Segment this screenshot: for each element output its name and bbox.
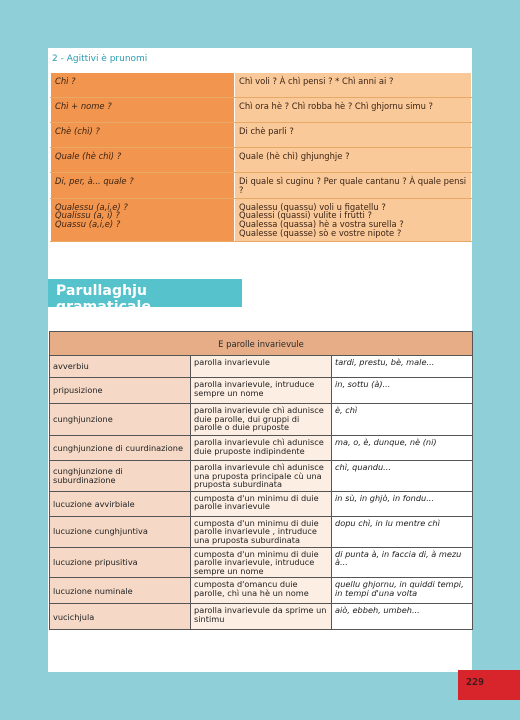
table-row bbox=[50, 516, 473, 547]
question-cell: Chì ? bbox=[51, 73, 235, 98]
definition-cell: parolla invarievule, intruduce sempre un nome bbox=[191, 378, 332, 404]
table-header-row bbox=[50, 332, 473, 356]
term-cell: lucuzione pripusitiva bbox=[50, 547, 191, 578]
example-cell: chì, quandu... bbox=[332, 461, 473, 492]
table-row bbox=[51, 173, 472, 199]
definition-cell: parolla invarievule chì adunisce una pruposta principale cù una pruposta suburdinata bbox=[191, 461, 332, 492]
page-number: 229 bbox=[466, 677, 485, 688]
question-line: Qualissu (a, i) ? bbox=[55, 210, 120, 221]
table-row bbox=[50, 461, 473, 492]
table-row bbox=[51, 198, 472, 241]
answer-line: Qualessi (quassi) vulite i frutti ? bbox=[239, 210, 372, 221]
table-row bbox=[51, 123, 472, 148]
term-cell: lucuzione cunghjuntiva bbox=[50, 516, 191, 547]
table-row bbox=[50, 578, 473, 604]
answer-cell: Chì ora hè ? Chì robba hè ? Chì ghjornu simu ? bbox=[235, 98, 472, 123]
definition-cell: cumposta d'un minimu di duie parolle invarievule, intruduce sempre un nome bbox=[191, 547, 332, 578]
answer-cell: Di quale sì cuginu ? Per quale cantanu ? À quale pensi ? bbox=[235, 173, 472, 199]
question-cell: Chì + nome ? bbox=[51, 98, 235, 123]
question-cell: Di, per, à... quale ? bbox=[51, 173, 235, 199]
definition-cell: cumposta d'un minimu di duie parolle invarievule , intruduce una pruposta suburdinata bbox=[191, 516, 332, 547]
section-banner bbox=[48, 279, 242, 315]
table-row bbox=[50, 378, 473, 404]
term-cell: pripusizione bbox=[50, 378, 191, 404]
grammar-table bbox=[49, 331, 473, 630]
question-cell: Quale (hè chì) ? bbox=[51, 148, 235, 173]
interrogatives-table bbox=[50, 72, 472, 242]
section-title: 2 - Agittivi è prunomi bbox=[52, 54, 148, 64]
table-row bbox=[50, 356, 473, 378]
question-line: Qualessu (a,i,e) ? bbox=[55, 201, 128, 212]
page-number-box bbox=[458, 670, 520, 700]
answer-cell: Quale (hè chì) ghjunghje ? bbox=[235, 148, 472, 173]
example-cell: ma, o, è, dunque, nè (ni) bbox=[332, 436, 473, 461]
example-cell: in sù, in ghjò, in fondu... bbox=[332, 491, 473, 516]
answer-cell: Di chè parli ? bbox=[235, 123, 472, 148]
definition-cell: parolla invarievule da sprime un sintimu bbox=[191, 604, 332, 630]
definition-cell: parolla invarievule bbox=[191, 356, 332, 378]
example-cell: aiò, ebbeh, umbeh... bbox=[332, 604, 473, 630]
table-row bbox=[50, 604, 473, 630]
table-header: E parolle invarievule bbox=[50, 332, 473, 356]
term-cell: lucuzione avvirbiale bbox=[50, 491, 191, 516]
banner-title: Parullaghju gramaticale bbox=[56, 283, 152, 315]
example-cell: tardi, prestu, bè, male... bbox=[332, 356, 473, 378]
term-cell: cunghjunzione di cuurdinazione bbox=[50, 436, 191, 461]
question-line: Quassu (a,i,e) ? bbox=[55, 219, 121, 230]
definition-cell: cumposta d'omancu duie parolle, chì una hè un nome bbox=[191, 578, 332, 604]
example-cell: è, chì bbox=[332, 404, 473, 436]
table-row bbox=[50, 547, 473, 578]
term-cell: cunghjunzione di suburdinazione bbox=[50, 461, 191, 492]
answer-cell bbox=[235, 198, 472, 241]
term-cell: vucichjula bbox=[50, 604, 191, 630]
table-row bbox=[51, 98, 472, 123]
example-cell: di punta à, in faccia di, à mezu à... bbox=[332, 547, 473, 578]
definition-cell: parolla invarievule chì adunisce duie pruposte indipindente bbox=[191, 436, 332, 461]
table-row bbox=[51, 148, 472, 173]
table-row bbox=[51, 73, 472, 98]
answer-line: Qualessu (quassu) voli u figatellu ? bbox=[239, 201, 386, 212]
table-row bbox=[50, 491, 473, 516]
term-cell: lucuzione numinale bbox=[50, 578, 191, 604]
question-cell: Chè (chì) ? bbox=[51, 123, 235, 148]
definition-cell: cumposta d'un minimu di duie parolle invarievule bbox=[191, 491, 332, 516]
definition-cell: parolla invarievule chì adunisce duie parolle, dui gruppi di parolle o duie pruposte bbox=[191, 404, 332, 436]
example-cell: quellu ghjornu, in quiddi tempi, in tempi d'una volta bbox=[332, 578, 473, 604]
table-row bbox=[50, 404, 473, 436]
answer-line: Qualesse (quasse) sò e vostre nipote ? bbox=[239, 228, 402, 239]
answer-line: Qualessa (quassa) hè a vostra surella ? bbox=[239, 219, 404, 230]
example-cell: dopu chì, in lu mentre chì bbox=[332, 516, 473, 547]
term-cell: avverbiu bbox=[50, 356, 191, 378]
answer-cell: Chì voli ? À chì pensi ? * Chì anni ai ? bbox=[235, 73, 472, 98]
example-cell: in, sottu (à)... bbox=[332, 378, 473, 404]
question-cell bbox=[51, 198, 235, 241]
table-row bbox=[50, 436, 473, 461]
term-cell: cunghjunzione bbox=[50, 404, 191, 436]
